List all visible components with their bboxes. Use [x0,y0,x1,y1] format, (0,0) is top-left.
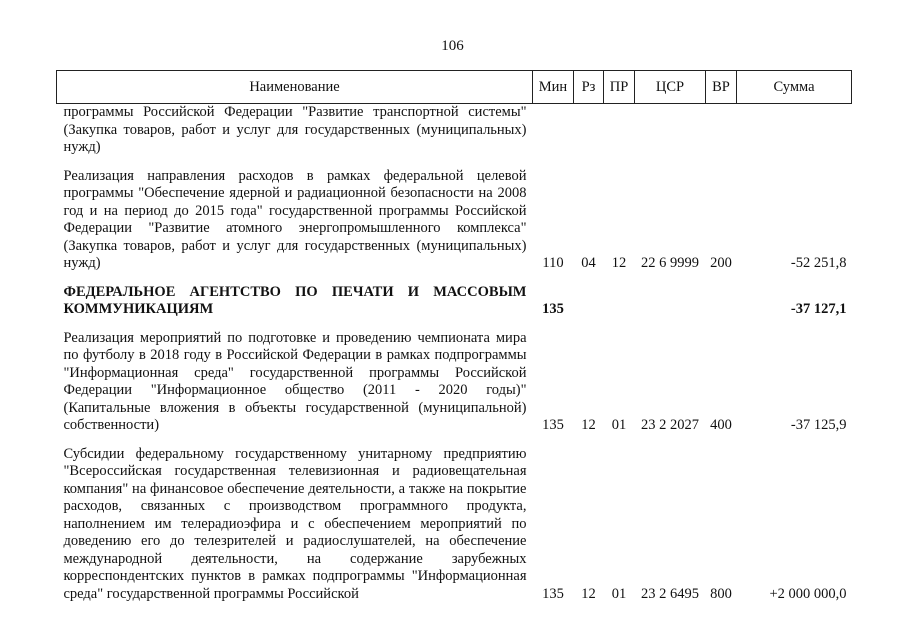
row-vr: 200 [710,255,732,271]
row-rz [574,284,604,319]
row-name: Реализация мероприятий по подготовке и проведению чемпионата мира по футболу в 2018 году в Российской Федерации в рамках подпрограммы "Информационная среда" государственной программы Российской Федерации "Информационное общество (2011 - 2020 годы)" (Капитальные вложения в объекты государственной (муниципальной) собственности) [63,329,527,433]
row-name: Субсидии федеральному государственному унитарному предприятию "Всероссийская государственная телевизионная и радиовещательная компания" на финансовое обеспечение деятельности, а также на покрытие расходов, связанных с производством программного продукта, наполнением им телерадиоэфира и с обеспечением мероприятий по доведению его до телезрителей и радиослушателей, на обеспечение международной деятельности, на содержание зарубежных корреспондентских пунктов в рамках подпрограммы "Информационная среда" государственной программы Российской [63,445,527,602]
table-header-row [57,71,852,104]
row-name: Реализация направления расходов в рамках федеральной целевой программы "Обеспечение ядерной и радиационной безопасности на 2008 год и на период до 2015 года" государственной программы Российской Федерации "Развитие атомного энергопромышленного комплекса" (Закупка товаров, работ и услуг для государственных (муниципальных) нужд) [63,167,527,271]
column-header-rz: Рз [574,71,604,104]
row-sum: -37 127,1 [790,301,847,317]
row-pr: 01 [611,585,627,602]
row-vr: 800 [710,585,732,602]
row-pr: 01 [611,417,627,433]
row-csr [635,104,706,157]
row-min: 110 [542,255,564,271]
budget-table [56,70,852,603]
row-sum [737,104,852,157]
table-row-agency [57,284,852,319]
row-csr [635,284,706,319]
column-header-csr: ЦСР [635,71,706,104]
row-min: 135 [542,301,564,317]
table-row [57,330,852,435]
table-row [57,104,852,157]
row-min [533,104,574,157]
row-pr [604,104,635,157]
row-rz [574,104,604,157]
row-pr: 12 [611,255,627,271]
column-header-pr: ПР [604,71,635,104]
row-rz: 04 [581,255,596,271]
row-csr: 23 2 2027 [641,417,699,433]
row-sum: -37 125,9 [790,417,847,433]
row-rz: 12 [581,417,596,433]
row-vr [706,104,737,157]
row-vr: 400 [710,417,732,433]
row-csr: 22 6 9999 [641,255,699,271]
row-sum: -52 251,8 [790,255,847,271]
row-rz: 12 [581,585,596,602]
row-csr: 23 2 6495 [641,585,699,602]
column-header-min: Мин [533,71,574,104]
row-min: 135 [542,585,564,602]
table-row [57,168,852,273]
column-header-name: Наименование [57,71,533,104]
row-vr [706,284,737,319]
row-name: ФЕДЕРАЛЬНОЕ АГЕНТСТВО ПО ПЕЧАТИ И МАССОВЫМ КОММУНИКАЦИЯМ [63,283,527,317]
row-min: 135 [542,417,564,433]
page-number: 106 [441,38,464,54]
table-row [57,446,852,604]
column-header-sum: Сумма [737,71,852,104]
row-name: программы Российской Федерации "Развитие транспортной системы" (Закупка товаров, работ и услуг для государственных (муниципальных) нужд) [63,104,527,155]
column-header-vr: ВР [706,71,737,104]
row-pr [604,284,635,319]
row-sum: +2 000 000,0 [769,585,847,602]
